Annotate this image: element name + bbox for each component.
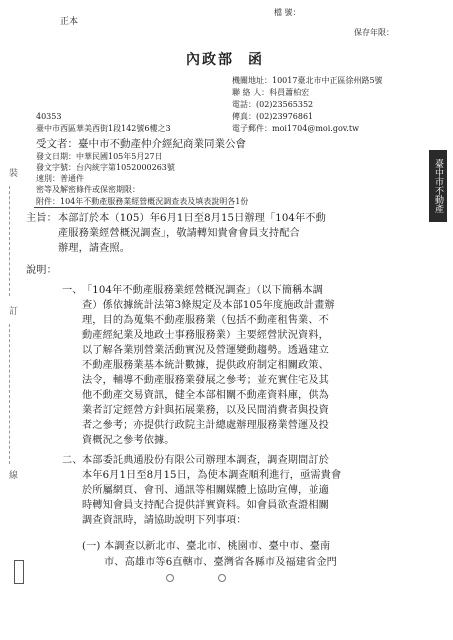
issue-date: 發文日期：中華民國105年5月27日 (36, 152, 163, 161)
item-number: 一、 (62, 285, 83, 296)
recipient-line (36, 136, 246, 151)
item2-line: 本年6月1日至8月15日，為使本調查順利進行，亟需貴會 (82, 470, 342, 481)
item1-line: 者之參考；亦提供行政院主計總處辦理服務業營運及投 (82, 420, 329, 431)
sub1-line: 市、高雄市等6直轄市、臺灣省各縣市及福建省金門 (104, 557, 337, 568)
copy-label: 正本 (60, 17, 79, 27)
recipient-label: 受文者： (36, 138, 78, 150)
agency-phone: 電話：(02)23565352 (232, 100, 314, 109)
scan-edge-mark (14, 560, 24, 584)
sub-item-number: (一) (82, 541, 101, 552)
item1-line: 查）係依據統計法第3條規定及本部105年度施政計畫辦 (82, 300, 335, 311)
subject-line: 本部訂於本（105）年6月1日至8月15日辦理「104年不動 (58, 213, 326, 224)
item1-line: 他不動產交易資訊，健全本部相關不動產資料庫，供為 (82, 390, 329, 401)
item1-line: 業者訂定經營方針與拓展業務，以及民間消費者與投資 (82, 405, 329, 416)
binding-mark-bottom: 線 (7, 470, 17, 479)
binding-mark-top: 裝 (7, 168, 17, 177)
attachment-line: 附件：104年不動產服務業經營概況調查表及填表說明各1份 (36, 197, 249, 206)
punch-hole-icon (166, 574, 174, 582)
delivery-speed: 速別：普通件 (36, 174, 84, 183)
received-stamp: 臺中市不動產 (429, 150, 447, 222)
subject-line: 辦理，請查照。 (58, 243, 131, 254)
meta-divider (34, 207, 234, 208)
binding-dash-line (9, 186, 10, 296)
item1-line: 「104年不動產服務業經營概況調查」（以下簡稱本調 (82, 285, 323, 296)
issuing-agency-title (186, 49, 264, 69)
agency-email: 電子郵件：moi1704@moi.gov.tw (232, 124, 359, 133)
binding-dash-line (9, 324, 10, 464)
item-number: 二、 (62, 455, 83, 466)
item1-line: 動產經紀業及地政士事務服務業）主要經營狀況資料， (82, 330, 329, 341)
sub1-line: 本調查以新北市、臺北市、桃園市、臺中市、臺南 (104, 541, 331, 552)
archive-number-label: 檔 號： (274, 8, 301, 17)
recipient-name: 臺中市不動產仲介經紀商業同業公會 (78, 138, 246, 150)
item1-line: 不動產服務業基本統計數據，提供政府制定相關政策、 (82, 360, 329, 371)
item1-line: 法令，輔導不動產服務業發展之參考；並充實住宅及其 (82, 375, 329, 386)
retention-label: 保存年限： (354, 28, 394, 37)
item2-line: 於所屬網頁、會刊、通訊等相關媒體上協助宣傳，並適 (82, 485, 329, 496)
agency-contact: 聯 絡 人：科員蕭柏宏 (232, 88, 310, 97)
subject-line: 產服務業經營概況調查」，敬請轉知貴會會員支持配合 (58, 228, 300, 239)
agency-address: 機關地址：10017臺北市中正區徐州路5號 (232, 76, 383, 85)
item1-line: 以了解各業別營業活動實況及營運變動趨勢。透過建立 (82, 345, 329, 356)
punch-hole-icon (218, 574, 226, 582)
item2-line: 本部委託典通股份有限公司辦理本調查，調查期間訂於 (82, 455, 329, 466)
item1-line: 理，目的為蒐集不動產服務業（包括不動產租售業、不 (82, 315, 329, 326)
item2-line: 調查資訊時，請協助說明下列事項： (82, 515, 247, 526)
agency-name: 內政部 (186, 52, 234, 68)
security-level: 密等及解密條件或保密期限： (36, 185, 140, 194)
explanation-label: 說明： (26, 265, 57, 276)
subject-label: 主旨： (26, 213, 57, 224)
document-number: 發文字號：台內統字第1052000263號 (36, 163, 175, 172)
agency-fax: 傳真：(02)23976861 (232, 112, 314, 121)
item1-line: 資概況之參考依據。 (82, 435, 175, 446)
recipient-postcode: 40353 (36, 112, 62, 121)
item2-line: 時轉知會員支持配合提供詳實資料。如會員欲查證相關 (82, 500, 329, 511)
recipient-address: 臺中市西區華美西街1段142號6樓之3 (36, 124, 171, 133)
document-type: 函 (248, 52, 264, 68)
binding-mark-middle: 訂 (7, 306, 17, 315)
